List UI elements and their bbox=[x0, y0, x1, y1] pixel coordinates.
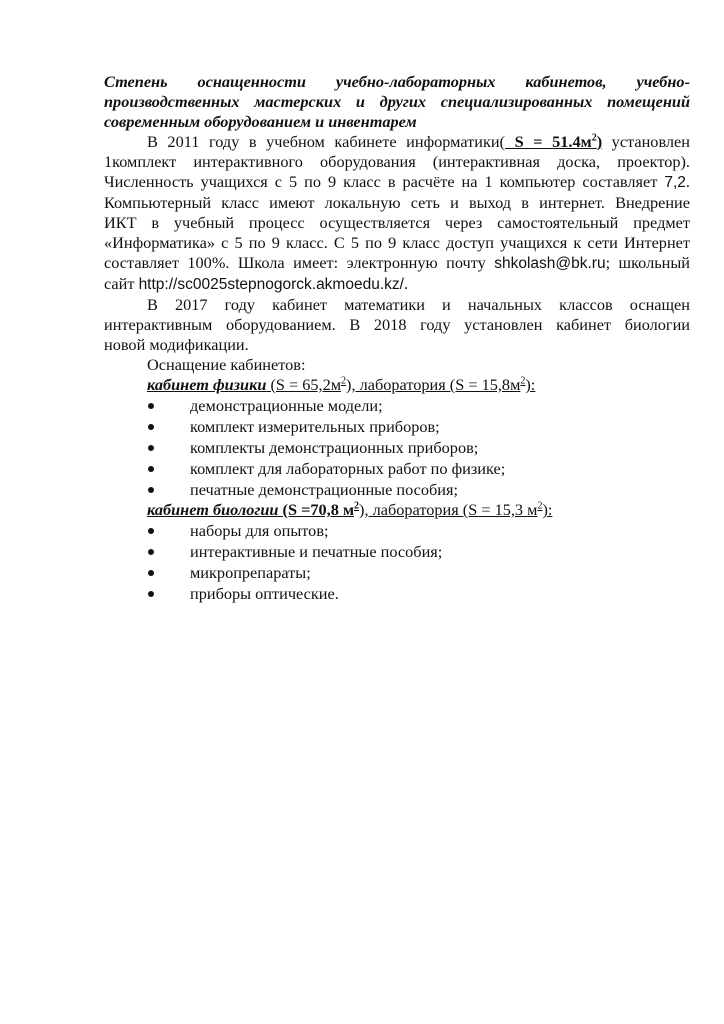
bullet-icon bbox=[148, 424, 154, 430]
paragraph-2017 bbox=[104, 295, 690, 355]
list-item bbox=[104, 583, 690, 604]
text-run: . bbox=[403, 274, 409, 293]
paragraph-line bbox=[104, 253, 690, 274]
section-heading bbox=[104, 72, 690, 132]
list-item-text: демонстрационные модели; bbox=[190, 396, 383, 415]
list-item-text: комплекты демонстрационных приборов; bbox=[190, 438, 479, 457]
list-item-text: комплект измерительных приборов; bbox=[190, 417, 440, 436]
list-item-text: приборы оптические. bbox=[190, 584, 339, 603]
bullet-icon bbox=[148, 570, 154, 576]
paragraph-informatics bbox=[104, 132, 690, 295]
physics-equipment-list bbox=[104, 395, 690, 500]
text-run: ; школьный bbox=[605, 253, 691, 272]
list-item bbox=[104, 416, 690, 437]
paragraph-line: «Информатика» с 5 по 9 класс. С 5 по 9 класс доступ учащихся к сети Интернет bbox=[104, 233, 690, 252]
document-body bbox=[104, 72, 690, 604]
physics-cabinet-title bbox=[104, 375, 690, 395]
text-run: . bbox=[685, 172, 690, 191]
biology-cabinet-title bbox=[104, 500, 690, 520]
superscript: 2 bbox=[354, 500, 360, 512]
paragraph-line: Компьютерный класс имеют локальную сеть и выход в интернет. Внедрение bbox=[104, 193, 690, 212]
school-email[interactable]: shkolash@bk.ru bbox=[494, 255, 606, 272]
heading-line: Степень оснащенности учебно-лабораторных кабинетов, учебно- bbox=[104, 72, 690, 91]
biology-cabinet-name: кабинет биологии bbox=[147, 500, 279, 519]
text-run: ): bbox=[525, 375, 536, 394]
text-run: (S = 65,2м bbox=[266, 375, 342, 394]
text-run: ), лаборатория (S = 15,8м bbox=[346, 375, 521, 394]
paragraph-line bbox=[104, 132, 690, 152]
heading-line: современным оборудованием и инвентарем bbox=[104, 112, 417, 131]
list-item bbox=[104, 458, 690, 479]
list-item bbox=[104, 562, 690, 583]
list-item bbox=[104, 479, 690, 500]
bullet-icon bbox=[148, 549, 154, 555]
bullet-icon bbox=[148, 403, 154, 409]
paragraph-line: В 2017 году кабинет математики и начальных классов оснащен bbox=[147, 295, 690, 314]
bullet-icon bbox=[148, 466, 154, 472]
paragraph-line: 1комплект интерактивного оборудования (интерактивная доска, проектор). bbox=[104, 152, 690, 171]
text-run: В 2011 году в учебном кабинете информатики( bbox=[147, 132, 506, 151]
paragraph-line bbox=[104, 274, 690, 295]
computer-ratio: 7,2 bbox=[664, 174, 686, 191]
paragraph-line: ИКТ в учебный процесс осуществляется через самостоятельный предмет bbox=[104, 213, 690, 232]
text-run: (S =70,8 м bbox=[278, 500, 355, 519]
list-item-text: микропрепараты; bbox=[190, 563, 311, 582]
text-run: ), лаборатория (S = 15,3 м bbox=[359, 500, 538, 519]
text-run: установлен bbox=[602, 132, 690, 151]
bullet-icon bbox=[148, 445, 154, 451]
bullet-icon bbox=[148, 487, 154, 493]
heading-line: производственных мастерских и других специализированных помещений bbox=[104, 92, 690, 111]
superscript: 2 bbox=[341, 375, 347, 387]
school-website[interactable]: http://sc0025stepnogorck.akmoedu.kz/ bbox=[138, 276, 404, 293]
superscript: 2 bbox=[520, 375, 526, 387]
superscript: 2 bbox=[591, 132, 597, 144]
superscript: 2 bbox=[537, 500, 543, 512]
list-item bbox=[104, 437, 690, 458]
list-item-text: печатные демонстрационные пособия; bbox=[190, 480, 459, 499]
list-item bbox=[104, 520, 690, 541]
biology-equipment-list bbox=[104, 520, 690, 604]
paragraph-line bbox=[104, 172, 690, 193]
text-run: ): bbox=[542, 500, 553, 519]
list-item-text: комплект для лабораторных работ по физике; bbox=[190, 459, 506, 478]
informatics-area: S = 51.4м bbox=[505, 132, 592, 151]
paragraph-line: новой модификации. bbox=[104, 335, 249, 354]
list-item bbox=[104, 541, 690, 562]
text-run: Численность учащихся с 5 по 9 класс в расчёте на 1 компьютер составляет bbox=[104, 172, 665, 191]
bullet-icon bbox=[148, 528, 154, 534]
list-item bbox=[104, 395, 690, 416]
list-item-text: интерактивные и печатные пособия; bbox=[190, 542, 443, 561]
paragraph-line: интерактивным оборудованием. В 2018 году установлен кабинет биологии bbox=[104, 315, 690, 334]
equipment-intro: Оснащение кабинетов: bbox=[147, 355, 306, 374]
physics-cabinet-name: кабинет физики bbox=[147, 375, 267, 394]
list-item-text: наборы для опытов; bbox=[190, 521, 329, 540]
text-run: сайт bbox=[104, 274, 139, 293]
text-run: составляет 100%. Школа имеет: электронную почту bbox=[104, 253, 495, 272]
text-run: ) bbox=[596, 132, 603, 151]
bullet-icon bbox=[148, 591, 154, 597]
